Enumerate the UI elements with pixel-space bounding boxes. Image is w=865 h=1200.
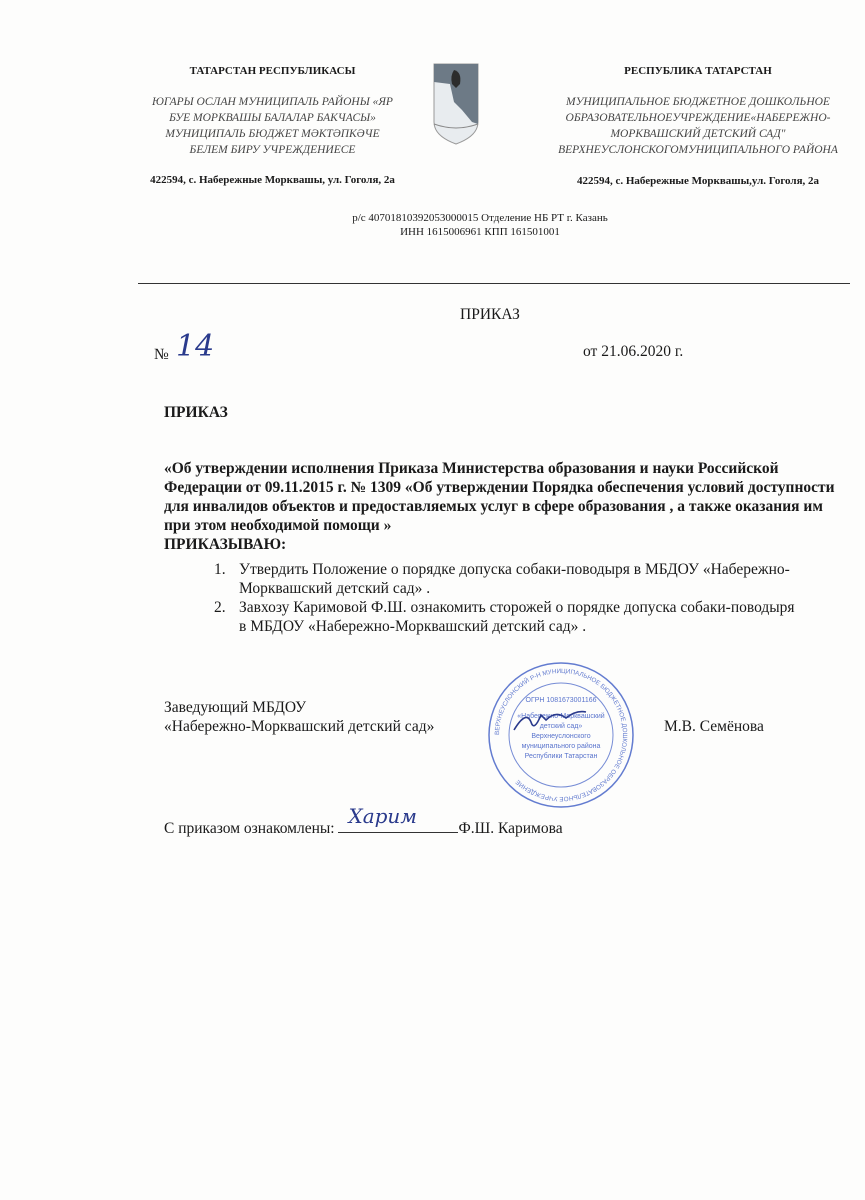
org-line: ВЕРХНЕУСЛОНСКОГОМУНИЦИПАЛЬНОГО РАЙОНА [558,144,838,156]
ack-name: Ф.Ш. Каримова [458,820,563,837]
svg-text:«Набережно-Морквашский: «Набережно-Морквашский [517,713,605,720]
header-left-org [140,94,405,158]
ack-signature: Харим [348,804,417,828]
signer-position [164,698,434,736]
signature-block [164,667,836,898]
order-item [214,560,804,598]
svg-text:Республики Татарстан: Республики Татарстан [524,753,598,760]
signer-name: М.В. Семёнова [664,718,764,735]
org-line: ЮГАРЫ ОСЛАН МУНИЦИПАЛЬ РАЙОНЫ «ЯР [152,96,393,108]
header-divider [138,283,850,284]
header-right-title: РЕСПУБЛИКА ТАТАРСТАН [624,65,772,77]
header-left [140,64,405,188]
org-line: МУНИЦИПАЛЬ БЮДЖЕТ МӘКТӘПКӘЧЕ [165,128,380,140]
coat-of-arms-icon [432,62,480,146]
org-line: МУНИЦИПАЛЬНОЕ БЮДЖЕТНОЕ ДОШКОЛЬНОЕ [566,96,830,108]
doc-date: от 21.06.2020 г. [583,343,684,360]
position-line: Заведующий МБДОУ [164,699,307,716]
org-line: МОРКВАШСКИЙ ДЕТСКИЙ САД" [610,128,786,140]
header-left-title: ТАТАРСТАН РЕСПУБЛИКАСЫ [189,65,356,77]
org-line: БЕЛЕМ БИРУ УЧРЕЖДЕНИЕСЕ [189,144,356,156]
order-word: ПРИКАЗЫВАЮ: [164,536,287,553]
order-items [214,560,804,636]
header-right [548,64,848,189]
org-line: БУЕ МОРКВАШЫ БАЛАЛАР БАКЧАСЫ» [169,112,376,124]
svg-text:Верхнеуслонского: Верхнеуслонского [531,733,591,740]
header-left-address: 422594, с. Набережные Морквашы, ул. Гоголя, 2а [150,174,395,186]
svg-text:муниципального района: муниципального района [521,743,601,750]
bank-details [280,211,680,239]
bank-line: р/с 40701810392053000015 Отделение НБ РТ г. Казань [352,212,608,224]
item-number: 2. [214,599,226,616]
org-line: ОБРАЗОВАТЕЛЬНОЕУЧРЕЖДЕНИЕ«НАБЕРЕЖНО- [565,112,831,124]
doc-number-handwritten: 14 [176,329,215,364]
doc-subtitle: ПРИКАЗ [164,404,228,421]
order-item [214,598,804,636]
doc-preamble [164,459,836,554]
svg-text:детский сад»: детский сад» [539,723,583,730]
tax-line: ИНН 1615006961 КПП 161501001 [400,226,560,238]
acknowledgement [164,804,563,838]
ack-label: С приказом ознакомлены: [164,820,339,837]
header-right-org [548,94,848,158]
ack-signature-line [338,804,458,833]
item-text: Завхозу Каримовой Ф.Ш. ознакомить сторожей о порядке допуска собаки-поводыря в МБДОУ «Набережно-Морквашский детский сад» . [239,599,795,635]
official-stamp [486,660,636,810]
item-text: Утвердить Положение о порядке допуска собаки-поводыря в МБДОУ «Набережно-Морквашский детский сад» . [239,561,790,597]
position-line: «Набережно-Морквашский детский сад» [164,718,435,735]
item-number: 1. [214,561,226,578]
svg-text:ВЕРХНЕУСЛОНСКИЙ Р-Н МУНИЦИПАЛЬ: ВЕРХНЕУСЛОНСКИЙ Р-Н МУНИЦИПАЛЬНОЕ БЮДЖЕТНОЕ ДОШКОЛЬНОЕ ОБРАЗОВАТЕЛЬНОЕ УЧРЕЖДЕНИЕ [493,667,629,803]
svg-text:ОГРН 1081673001166: ОГРН 1081673001166 [525,697,597,704]
preamble-text: «Об утверждении исполнения Приказа Министерства образования и науки Российской Федерации от 09.11.2015 г. № 1309 «Об утверждении Порядка обеспечения условий доступности для инвалидов объектов и предоставляемых услуг в сфере образования , а также оказания им при этом необходимой помощи » [164,460,835,534]
doc-number-label: № [154,346,169,363]
header-right-address: 422594, с. Набережные Морквашы,ул. Гоголя, 2а [576,175,820,187]
doc-title: ПРИКАЗ [460,306,520,323]
document-body [164,403,836,898]
